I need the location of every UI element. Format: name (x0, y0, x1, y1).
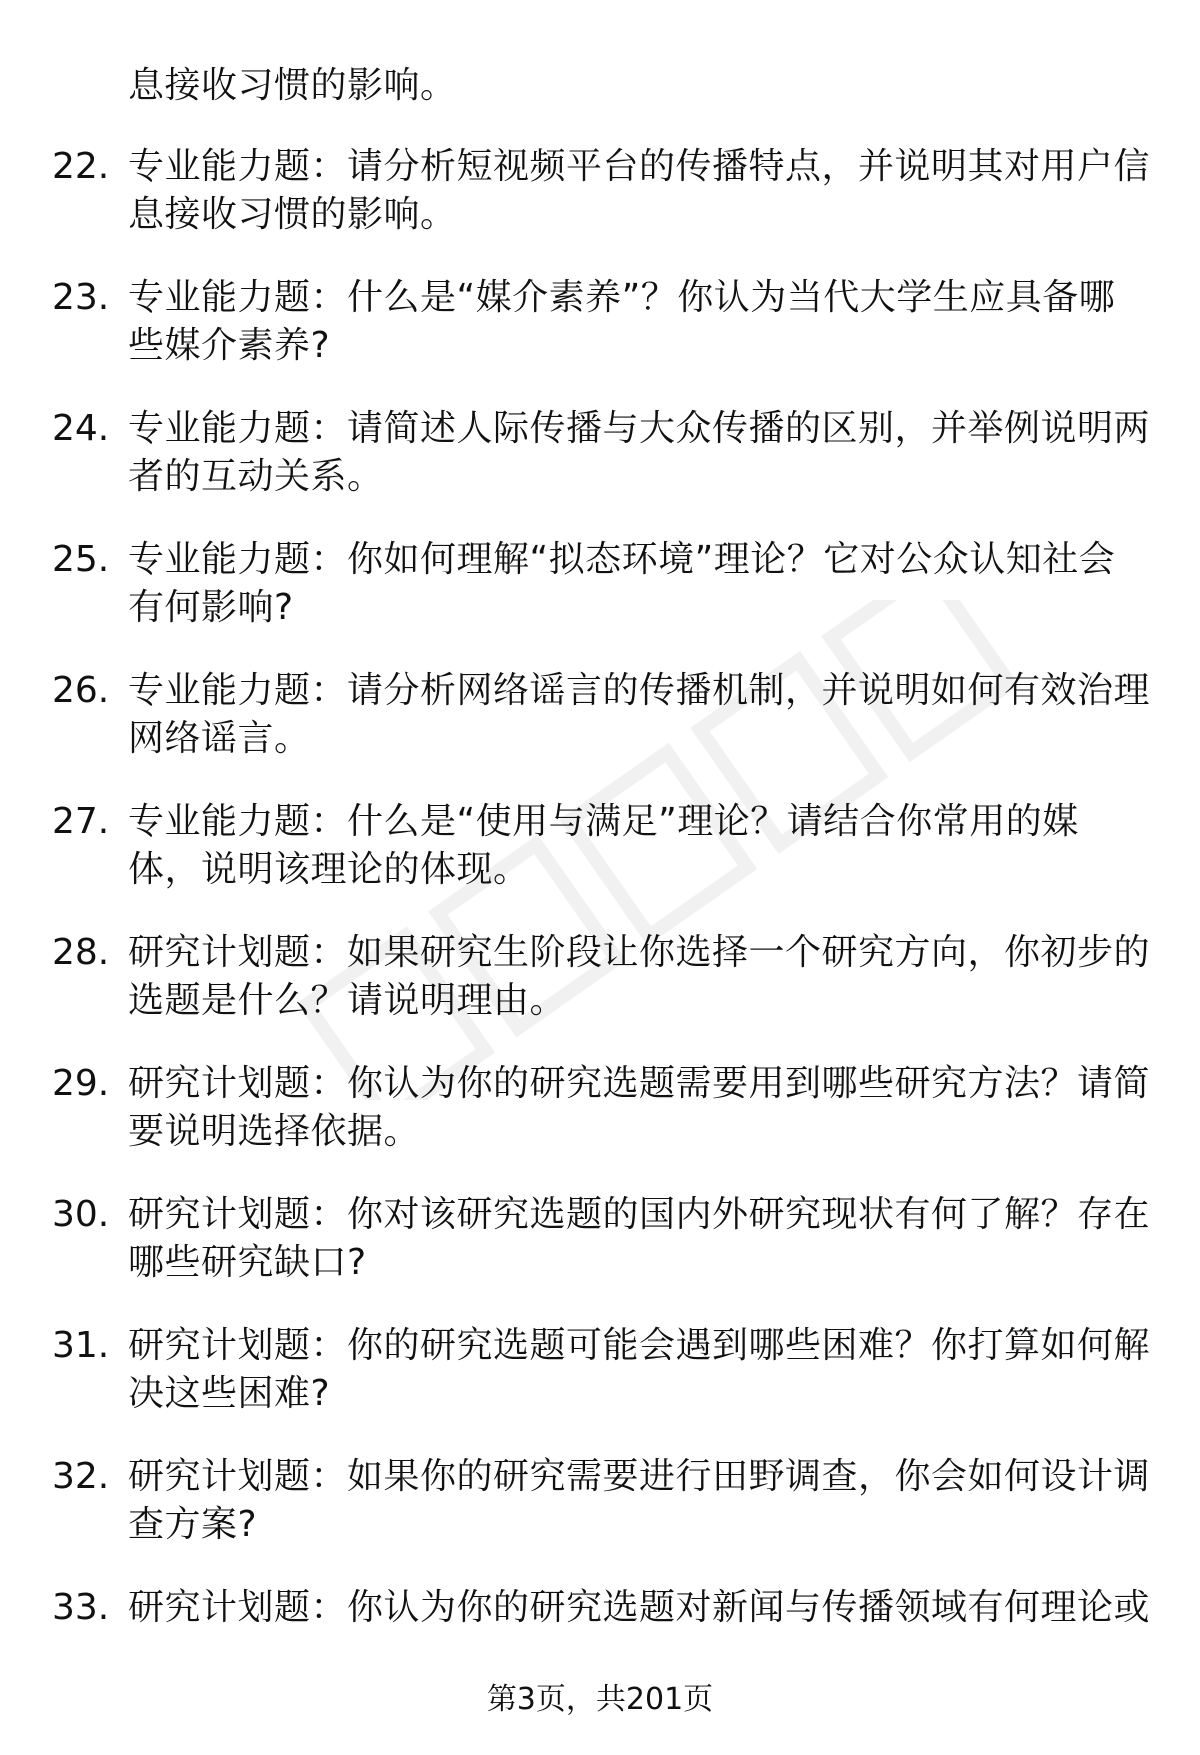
question-number: 27. (52, 801, 110, 842)
question-text (128, 1453, 1158, 1549)
question-list (0, 143, 1200, 1715)
question-line: 者的互动关系。 (128, 456, 384, 497)
question-text (128, 274, 1158, 370)
question-item-32 (0, 1453, 1200, 1584)
question-item-24 (0, 405, 1200, 536)
question-text (128, 929, 1158, 1025)
question-text (128, 1584, 1158, 1632)
question-number: 25. (52, 539, 110, 580)
question-line: 研究计划题：你认为你的研究选题需要用到哪些研究方法？请简 (128, 1063, 1151, 1104)
question-number: 29. (52, 1063, 110, 1104)
page-footer: 第3页，共201页 (486, 1682, 714, 1717)
question-item-22 (0, 143, 1200, 274)
question-number: 30. (52, 1194, 110, 1235)
continuation-text: 息接收习惯的影响。 (128, 65, 457, 106)
question-line: 专业能力题：请分析短视频平台的传播特点，并说明其对用户信 (128, 146, 1151, 187)
question-text (128, 667, 1158, 763)
question-item-27 (0, 798, 1200, 929)
question-item-26 (0, 667, 1200, 798)
question-line: 专业能力题：你如何理解“拟态环境”理论？它对公众认知社会 (128, 539, 1116, 580)
question-number: 22. (52, 146, 110, 187)
question-text (128, 1191, 1158, 1287)
question-line: 哪些研究缺口? (128, 1242, 367, 1283)
question-number: 26. (52, 670, 110, 711)
question-line: 选题是什么？请说明理由。 (128, 980, 567, 1021)
question-text (128, 143, 1158, 239)
question-line: 研究计划题：如果你的研究需要进行田野调查，你会如何设计调 (128, 1456, 1151, 1497)
question-line: 研究计划题：如果研究生阶段让你选择一个研究方向，你初步的 (128, 932, 1151, 973)
question-line: 息接收习惯的影响。 (128, 194, 457, 235)
question-item-28 (0, 929, 1200, 1060)
question-number: 33. (52, 1587, 110, 1628)
question-text (128, 536, 1158, 632)
question-line: 决这些困难? (128, 1373, 331, 1414)
question-item-23 (0, 274, 1200, 405)
question-line: 研究计划题：你认为你的研究选题对新闻与传播领域有何理论或 (128, 1587, 1151, 1628)
question-text (128, 1322, 1158, 1418)
question-line: 研究计划题：你对该研究选题的国内外研究现状有何了解？存在 (128, 1194, 1151, 1235)
question-line: 专业能力题：什么是“媒介素养”？你认为当代大学生应具备哪 (128, 277, 1116, 318)
question-line: 体，说明该理论的体现。 (128, 849, 530, 890)
question-text (128, 798, 1158, 894)
question-line: 有何影响? (128, 587, 294, 628)
question-item-31 (0, 1322, 1200, 1453)
question-number: 28. (52, 932, 110, 973)
question-item-30 (0, 1191, 1200, 1322)
question-text (128, 1060, 1158, 1156)
question-item-29 (0, 1060, 1200, 1191)
question-line: 查方案? (128, 1504, 258, 1545)
question-line: 专业能力题：什么是“使用与满足”理论？请结合你常用的媒 (128, 801, 1079, 842)
question-item-25 (0, 536, 1200, 667)
question-number: 24. (52, 408, 110, 449)
question-line: 研究计划题：你的研究选题可能会遇到哪些困难？你打算如何解 (128, 1325, 1151, 1366)
question-number: 23. (52, 277, 110, 318)
question-line: 些媒介素养? (128, 325, 331, 366)
question-line: 专业能力题：请分析网络谣言的传播机制，并说明如何有效治理 (128, 670, 1151, 711)
question-text (128, 405, 1158, 501)
question-number: 32. (52, 1456, 110, 1497)
question-line: 网络谣言。 (128, 718, 311, 759)
question-line: 要说明选择依据。 (128, 1111, 421, 1152)
question-number: 31. (52, 1325, 110, 1366)
question-line: 专业能力题：请简述人际传播与大众传播的区别，并举例说明两 (128, 408, 1151, 449)
